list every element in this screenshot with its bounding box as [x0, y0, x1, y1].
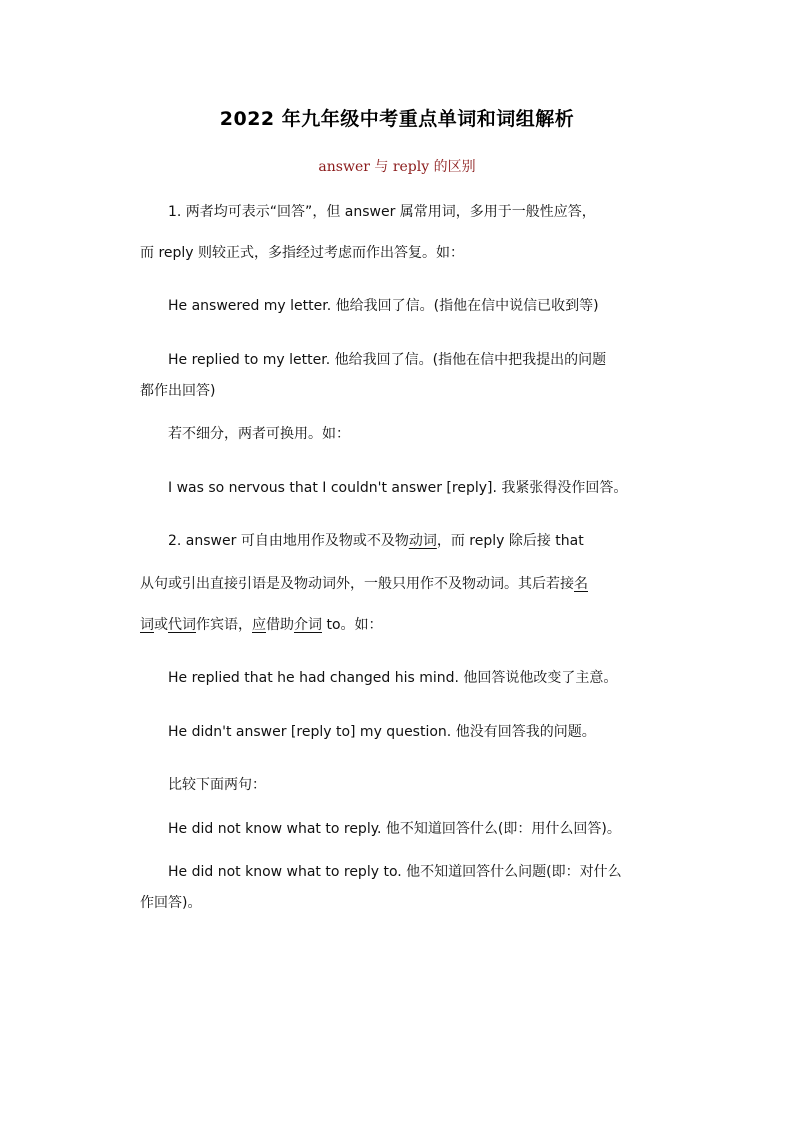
paragraph-2-line-1	[168, 531, 584, 551]
paragraph-2-line-2	[140, 574, 588, 594]
note-2: 比较下面两句：	[168, 777, 266, 793]
paragraph-2-line-1-b: ，而 reply 除后接 that	[436, 533, 584, 549]
section-subtitle: answer 与 reply 的区别	[318, 159, 476, 175]
example-7-line-2: 作回答)。	[140, 895, 202, 911]
example-6: He did not know what to reply. 他不知道回答什么(即：用什么回答)。	[168, 821, 621, 837]
example-2-line-2: 都作出回答)	[140, 383, 216, 399]
underlined-term-should: 应	[252, 617, 266, 633]
paragraph-2-line-3-c: 借助	[266, 617, 294, 633]
paragraph-2-line-2-a: 从句或引出直接引语是及物动词外，一般只用作不及物动词。其后若接	[140, 576, 574, 592]
underlined-term-preposition: 介词	[294, 617, 322, 633]
example-1: He answered my letter. 他给我回了信。(指他在信中说信已收到等)	[168, 298, 599, 314]
example-4: He replied that he had changed his mind. 他回答说他改变了主意。	[168, 670, 618, 686]
underlined-term-noun-part-1: 名	[574, 576, 588, 592]
page-title: 2022 年九年级中考重点单词和词组解析	[219, 108, 575, 130]
underlined-term-noun-part-2: 词	[140, 617, 154, 633]
example-5: He didn't answer [reply to] my question. 他没有回答我的问题。	[168, 724, 596, 740]
example-3: I was so nervous that I couldn't answer [reply]. 我紧张得没作回答。	[168, 480, 628, 496]
paragraph-2-line-3-a: 或	[154, 617, 168, 633]
underlined-term-verb: 动词	[408, 533, 437, 549]
paragraph-1-line-2: 而 reply 则较正式，多指经过考虑而作出答复。如：	[140, 245, 465, 261]
paragraph-2-line-1-a: 2. answer 可自由地用作及物或不及物	[168, 533, 409, 549]
example-7-line-1: He did not know what to reply to. 他不知道回答什么问题(即：对什么	[168, 864, 622, 880]
note-1: 若不细分，两者可换用。如：	[168, 426, 350, 442]
paragraph-2-line-3-b: 作宾语，	[196, 617, 252, 633]
paragraph-2-line-3	[140, 615, 383, 635]
paragraph-1-line-1: 1. 两者均可表示“回答”，但 answer 属常用词，多用于一般性应答，	[168, 204, 596, 220]
underlined-term-pronoun: 代词	[168, 617, 196, 633]
paragraph-2-line-3-d: to。如：	[322, 617, 383, 633]
example-2-line-1: He replied to my letter. 他给我回了信。(指他在信中把我提出的问题	[168, 352, 607, 368]
